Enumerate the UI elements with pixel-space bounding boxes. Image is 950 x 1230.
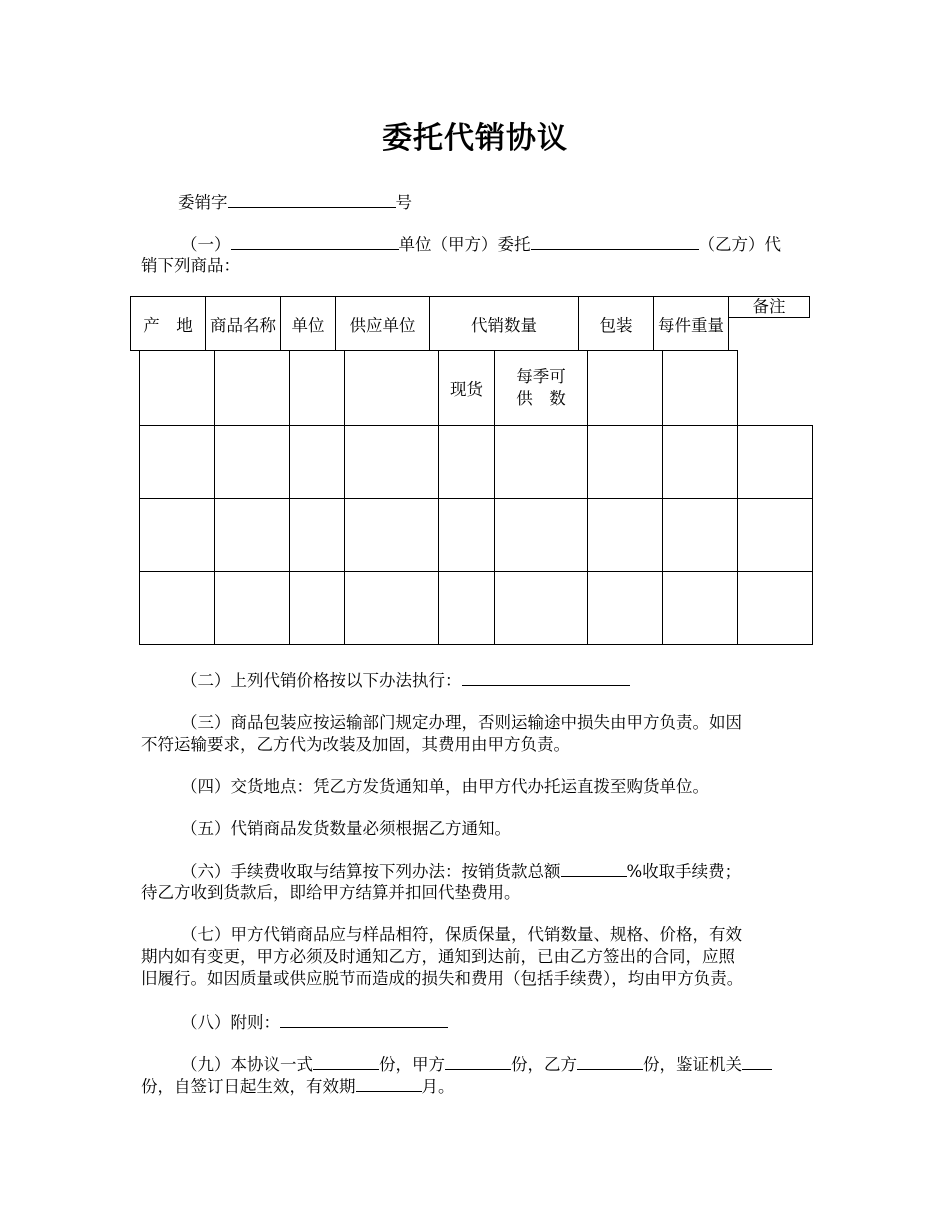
clause-3-line-1 [141, 712, 813, 734]
table-cell[interactable] [290, 572, 345, 645]
clause-4-text: （四）交货地点：凭乙方发货通知单，由甲方代办托运直拨至购货单位。 [181, 777, 709, 796]
clause-4 [141, 776, 813, 798]
clause-7-line-1 [141, 924, 813, 946]
party-b-copies-field[interactable] [577, 1053, 643, 1070]
document-title: 委托代销协议 [382, 121, 568, 156]
authority-copies-field[interactable] [742, 1053, 772, 1070]
table-cell[interactable] [215, 351, 290, 426]
table-cell[interactable] [663, 351, 738, 426]
clause-9-line-1 [141, 1053, 813, 1076]
clause-3-text-1: （三）商品包装应按运输部门规定办理，否则运输途中损失由甲方负责。如因 [181, 713, 742, 732]
clause-9-text-f: 月。 [421, 1077, 455, 1096]
appendix-field[interactable] [280, 1011, 448, 1028]
table-cell[interactable] [495, 572, 588, 645]
table-row [140, 499, 813, 572]
clause-9-text-e: 份，自签订日起生效，有效期 [141, 1077, 356, 1096]
clause-6-line-1 [141, 860, 813, 883]
header-weight-per-piece: 每件重量 [654, 297, 729, 351]
clause-9-line-2 [141, 1075, 813, 1098]
table-cell[interactable] [290, 351, 345, 426]
commission-rate-field[interactable] [561, 860, 627, 877]
clause-9-text-d: 份，鉴证机关 [643, 1055, 742, 1074]
subheader-seasonal-supply [495, 351, 588, 426]
clause-5-text: （五）代销商品发货数量必须根据乙方通知。 [181, 819, 511, 838]
pricing-method-field[interactable] [462, 669, 630, 686]
table-cell[interactable] [738, 499, 813, 572]
table-cell[interactable] [588, 351, 663, 426]
party-a-copies-field[interactable] [445, 1053, 511, 1070]
clause-6-text-a: （六）手续费收取与结算按下列办法：按销货款总额 [181, 862, 561, 881]
table-cell[interactable] [738, 572, 813, 645]
subheader-spot-stock: 现货 [439, 351, 495, 426]
table-cell[interactable] [495, 499, 588, 572]
table-row [140, 572, 813, 645]
table-cell[interactable] [663, 499, 738, 572]
clause-7-line-2: 期内如有变更，甲方必须及时通知乙方，通知到达前，已由乙方签出的合同，应照 [141, 947, 735, 966]
reference-number-line [141, 191, 813, 214]
clause-1-lead: （一） [181, 235, 231, 254]
table-cell[interactable] [290, 426, 345, 499]
reference-suffix: 号 [395, 193, 412, 212]
seasonal-supply-line-1: 每季可 [516, 367, 566, 386]
table-cell[interactable] [345, 426, 439, 499]
table-cell[interactable] [215, 572, 290, 645]
header-packaging: 包装 [579, 297, 654, 351]
table-cell[interactable] [140, 426, 215, 499]
header-product-name: 商品名称 [206, 297, 281, 351]
clause-9-text-a: （九）本协议一式 [181, 1055, 313, 1074]
table-cell[interactable] [140, 499, 215, 572]
goods-table-header [130, 296, 729, 351]
total-copies-field[interactable] [313, 1053, 379, 1070]
header-remarks: 备注 [728, 296, 810, 318]
table-cell[interactable] [140, 351, 215, 426]
clause-1-line-1 [141, 233, 813, 256]
table-cell[interactable] [439, 499, 495, 572]
clause-6-text-b: %收取手续费； [626, 862, 742, 881]
clause-8 [141, 1011, 813, 1034]
reference-number-field[interactable] [228, 191, 396, 208]
party-b-unit-field[interactable] [531, 233, 699, 250]
clause-7-text-1: （七）甲方代销商品应与样品相符，保质保量，代销数量、规格、价格，有效 [181, 925, 742, 944]
table-row [140, 426, 813, 499]
table-cell [738, 351, 813, 426]
table-cell[interactable] [345, 351, 439, 426]
table-cell[interactable] [495, 426, 588, 499]
clause-9-text-b: 份，甲方 [379, 1055, 445, 1074]
clause-1-line-2: 销下列商品： [141, 256, 240, 275]
table-cell[interactable] [738, 426, 813, 499]
table-cell[interactable] [290, 499, 345, 572]
clause-7-line-3: 旧履行。如因质量或供应脱节而造成的损失和费用（包括手续费），均由甲方负责。 [141, 969, 744, 988]
clause-2 [141, 669, 813, 692]
table-cell[interactable] [345, 499, 439, 572]
goods-table-body [139, 350, 813, 645]
table-cell[interactable] [588, 572, 663, 645]
table-cell[interactable] [588, 426, 663, 499]
header-consignment-quantity: 代销数量 [430, 297, 579, 351]
table-cell[interactable] [663, 572, 738, 645]
table-cell[interactable] [345, 572, 439, 645]
table-cell[interactable] [215, 499, 290, 572]
clause-6-line-2: 待乙方收到货款后，即给甲方结算并扣回代垫费用。 [141, 883, 521, 902]
clause-9-text-c: 份，乙方 [511, 1055, 577, 1074]
table-cell[interactable] [439, 572, 495, 645]
table-cell[interactable] [588, 499, 663, 572]
header-unit: 单位 [281, 297, 336, 351]
table-cell[interactable] [215, 426, 290, 499]
table-cell[interactable] [439, 426, 495, 499]
header-origin: 产 地 [131, 297, 206, 351]
clause-1-tail: （乙方）代 [698, 235, 781, 254]
table-cell[interactable] [663, 426, 738, 499]
table-row-subheader [140, 351, 813, 426]
clause-5 [141, 818, 813, 840]
reference-prefix: 委销字 [178, 193, 228, 212]
clause-3-line-2: 不符运输要求，乙方代为改装及加固，其费用由甲方负责。 [141, 735, 570, 754]
header-supplier: 供应单位 [336, 297, 430, 351]
party-a-unit-field[interactable] [231, 233, 399, 250]
clause-8-text: （八）附则： [181, 1013, 280, 1032]
clause-1-mid: 单位（甲方）委托 [398, 235, 531, 254]
clause-2-text: （二）上列代销价格按以下办法执行： [181, 671, 462, 690]
table-cell[interactable] [140, 572, 215, 645]
seasonal-supply-line-2: 供 数 [516, 389, 566, 408]
validity-months-field[interactable] [356, 1075, 422, 1092]
